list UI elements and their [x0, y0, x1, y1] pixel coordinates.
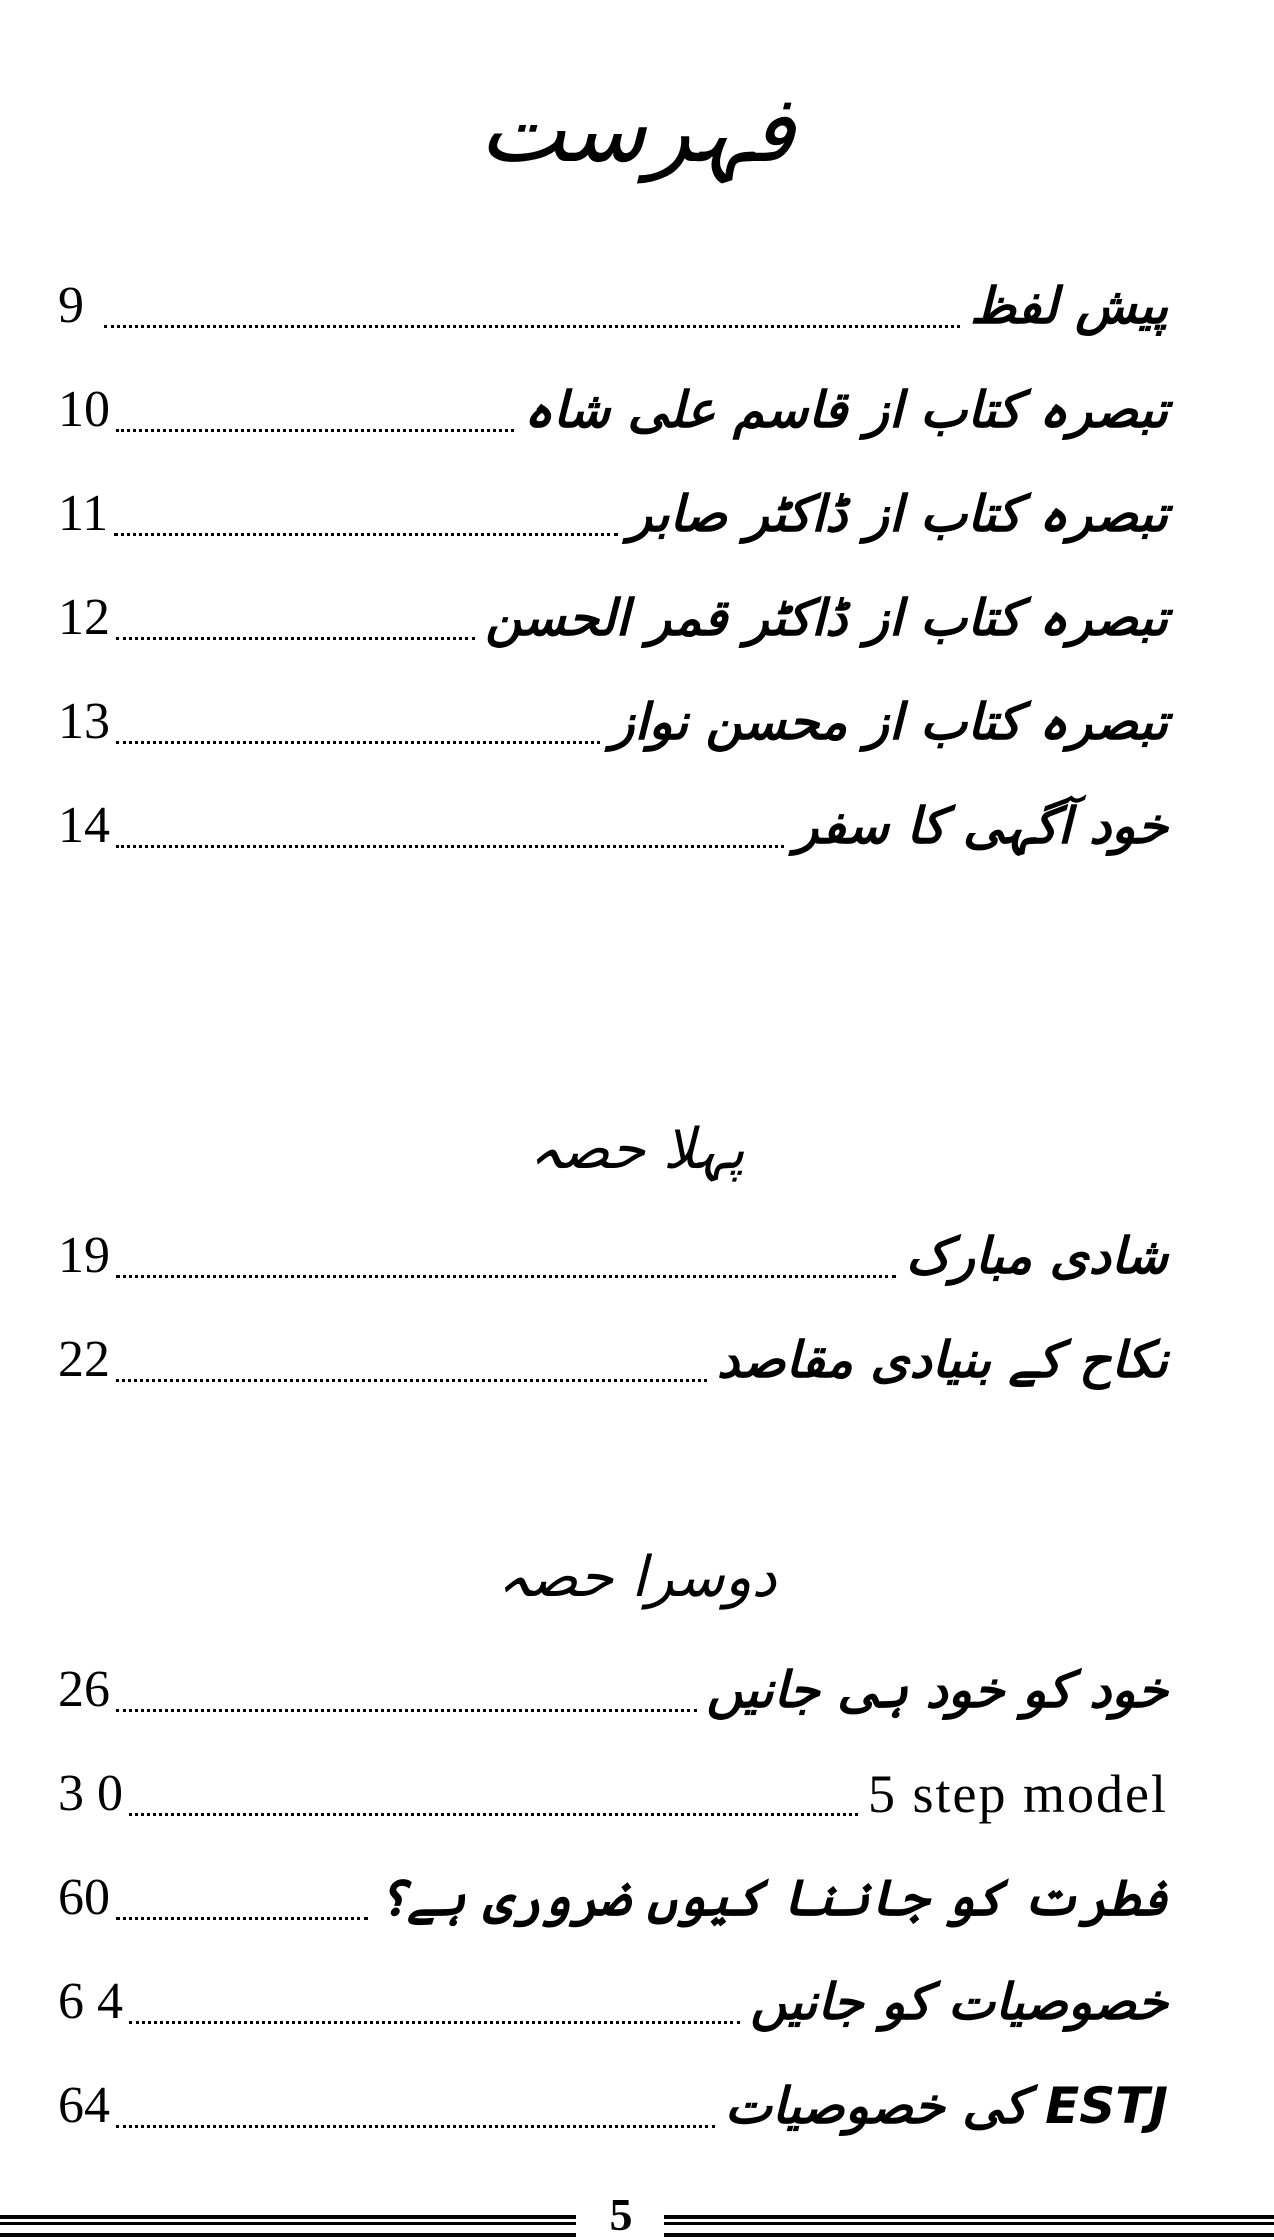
- toc-entry[interactable]: [58, 1652, 1168, 1728]
- toc-entry-page: 11: [58, 485, 109, 542]
- section-title-part-one: پہلا حصہ: [529, 1117, 745, 1182]
- toc-entry-page: 10: [58, 381, 110, 438]
- toc-entry-label: خود آگہی کا سفر: [794, 797, 1168, 855]
- toc-entry-page: 26: [58, 1661, 110, 1718]
- section-title-part-two: دوسرا حصہ: [497, 1545, 777, 1610]
- dot-leader: [104, 325, 960, 328]
- toc-entry-label: نکاح کے بنیادی مقاصد: [716, 1331, 1168, 1389]
- dot-leader: [116, 429, 514, 432]
- dot-leader: [116, 1917, 368, 1920]
- toc-entry[interactable]: [58, 2068, 1168, 2144]
- dot-leader: [116, 1275, 896, 1278]
- toc-entry-page: 12: [58, 589, 110, 646]
- toc-entry[interactable]: [58, 476, 1168, 552]
- toc-entry-page: 6 4: [58, 1973, 123, 2030]
- toc-entry-page: 60: [58, 1869, 110, 1926]
- toc-entry-page: 14: [58, 797, 110, 854]
- toc-entry-page: 3 0: [58, 1765, 123, 1822]
- dot-leader: [129, 2021, 740, 2024]
- toc-entry[interactable]: [58, 684, 1168, 760]
- toc-entry[interactable]: [58, 1756, 1168, 1832]
- dot-leader: [116, 2125, 715, 2128]
- toc-entry-label: 5 step model: [868, 1764, 1168, 1824]
- toc-entry-label: تبصرہ کتاب از قاسم علی شاہ: [523, 381, 1168, 439]
- toc-entry[interactable]: [58, 268, 1168, 344]
- toc-entry-page: 13: [58, 693, 110, 750]
- dot-leader: [116, 637, 475, 640]
- toc-entry-label: شادی مبارک: [906, 1227, 1168, 1285]
- toc-entry-label: تبصرہ کتاب از محسن نواز: [610, 693, 1168, 751]
- toc-entry[interactable]: [58, 1860, 1168, 1936]
- toc-entry[interactable]: [58, 1964, 1168, 2040]
- toc-entry-page: 22: [58, 1331, 110, 1388]
- toc-entry[interactable]: [58, 580, 1168, 656]
- footer-rule-right: [664, 2215, 1274, 2237]
- footer-rule-left: [0, 2215, 576, 2237]
- toc-entry-label: خصوصیات کو جانیں: [750, 1973, 1168, 2031]
- toc-entry[interactable]: [58, 372, 1168, 448]
- toc-entry-label: پیش لفظ: [969, 277, 1168, 335]
- toc-entry-page: 9: [58, 277, 84, 334]
- page-number: 5: [609, 2189, 633, 2240]
- toc-entry[interactable]: [58, 788, 1168, 864]
- dot-leader: [129, 1813, 858, 1816]
- toc-entry[interactable]: [58, 1322, 1168, 1398]
- dot-leader: [116, 1709, 697, 1712]
- dot-leader: [114, 533, 618, 536]
- toc-entry-label: فطرت کو جاننا کیوں ضروری ہے؟: [377, 1869, 1168, 1927]
- dot-leader: [116, 741, 600, 744]
- toc-entry-page: 19: [58, 1227, 110, 1284]
- toc-entry-label: خود کو خود ہی جانیں: [706, 1661, 1168, 1719]
- toc-entry[interactable]: [58, 1218, 1168, 1294]
- toc-entry-label: ESTJ کی خصوصیات: [724, 2077, 1168, 2135]
- toc-entry-label: تبصرہ کتاب از ڈاکٹر صابر: [628, 485, 1168, 543]
- toc-entry-page: 64: [58, 2077, 110, 2134]
- page-title: فہرست: [478, 76, 796, 183]
- dot-leader: [116, 845, 784, 848]
- dot-leader: [116, 1379, 707, 1382]
- toc-entry-label: تبصرہ کتاب از ڈاکٹر قمر الحسن: [485, 589, 1168, 647]
